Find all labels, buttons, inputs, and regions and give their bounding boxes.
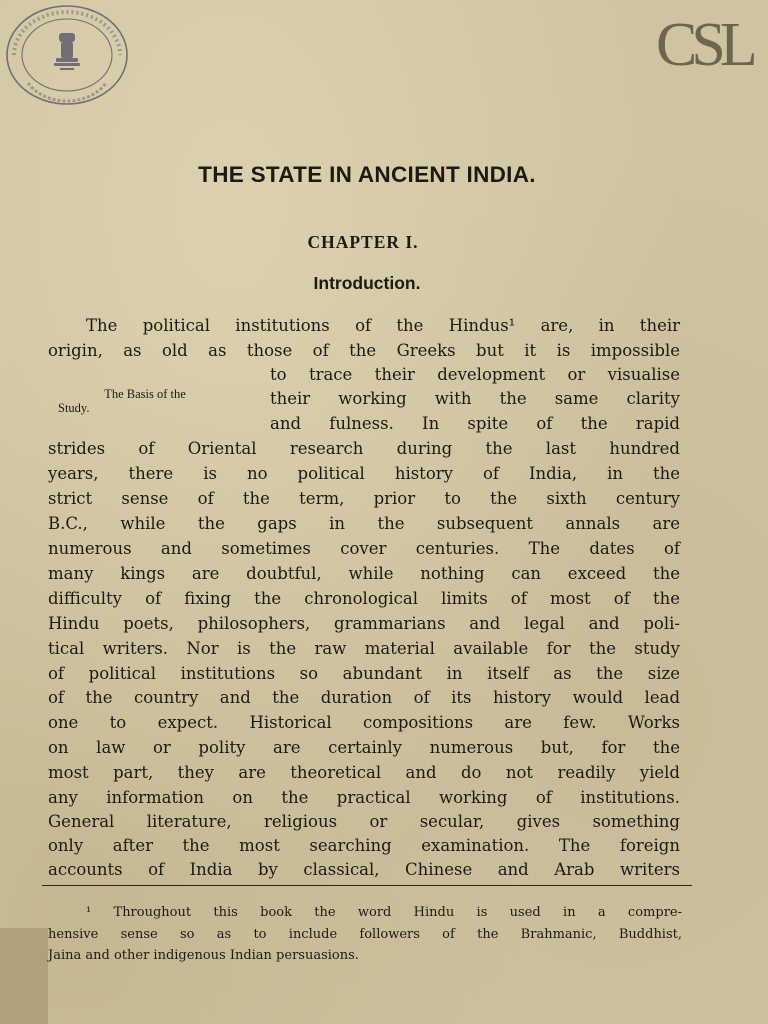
body-line: strict sense of the term, prior to the sixth century [48,489,680,508]
body-line: The political institutions of the Hindus¹ are, in their [86,316,680,335]
footnote-line: Jaina and other indigenous Indian persuasions. [48,948,359,963]
body-line: difficulty of fixing the chronological limits of most of the [48,589,680,608]
body-line: of the country and the duration of its history would lead [48,688,680,707]
body-line: General literature, religious or secular, gives something [48,812,680,831]
body-line: Hindu poets, philosophers, grammarians and legal and poli- [48,614,680,633]
body-line: and fulness. In spite of the rapid [270,414,680,433]
sidenote-line: The Basis of the [104,387,186,401]
body-line: numerous and sometimes cover centuries. The dates of [48,539,680,558]
body-line: one to expect. Historical compositions are few. Works [48,713,680,732]
body-line: tical writers. Nor is the raw material available for the study [48,639,680,658]
section-heading: Introduction. [313,273,421,293]
footnote-divider [42,885,692,886]
csl-logo: CSL [656,11,752,79]
body-line: any information on the practical working of institutions. [48,788,680,807]
body-line: accounts of India by classical, Chinese and Arab writers [48,860,680,879]
margin-sidenote [56,387,234,415]
footnote-line: ¹ Throughout this book the word Hindu is used in a compre- [86,905,682,920]
ministry-stamp-icon [4,3,130,107]
body-line: B.C., while the gaps in the subsequent annals are [48,514,680,533]
body-line: their working with the same clarity [270,389,680,408]
body-line: most part, they are theoretical and do not readily yield [48,763,680,782]
page-title: THE STATE IN ANCIENT INDIA. [198,162,536,187]
body-line: to trace their development or visualise [270,365,680,384]
page-stain [0,928,48,1024]
chapter-heading: CHAPTER I. [307,232,419,252]
body-line: years, there is no political history of India, in the [48,464,680,483]
body-line: of political institutions so abundant in itself as the size [48,664,680,683]
sidenote-line: Study. [58,401,90,415]
body-line: origin, as old as those of the Greeks but it is impossible [48,341,680,360]
body-line: many kings are doubtful, while nothing can exceed the [48,564,680,583]
body-line: only after the most searching examination. The foreign [48,836,680,855]
body-line: strides of Oriental research during the last hundred [48,439,680,458]
footnote-line: hensive sense so as to include followers of the Brahmanic, Buddhist, [48,927,682,942]
body-line: on law or polity are certainly numerous but, for the [48,738,680,757]
